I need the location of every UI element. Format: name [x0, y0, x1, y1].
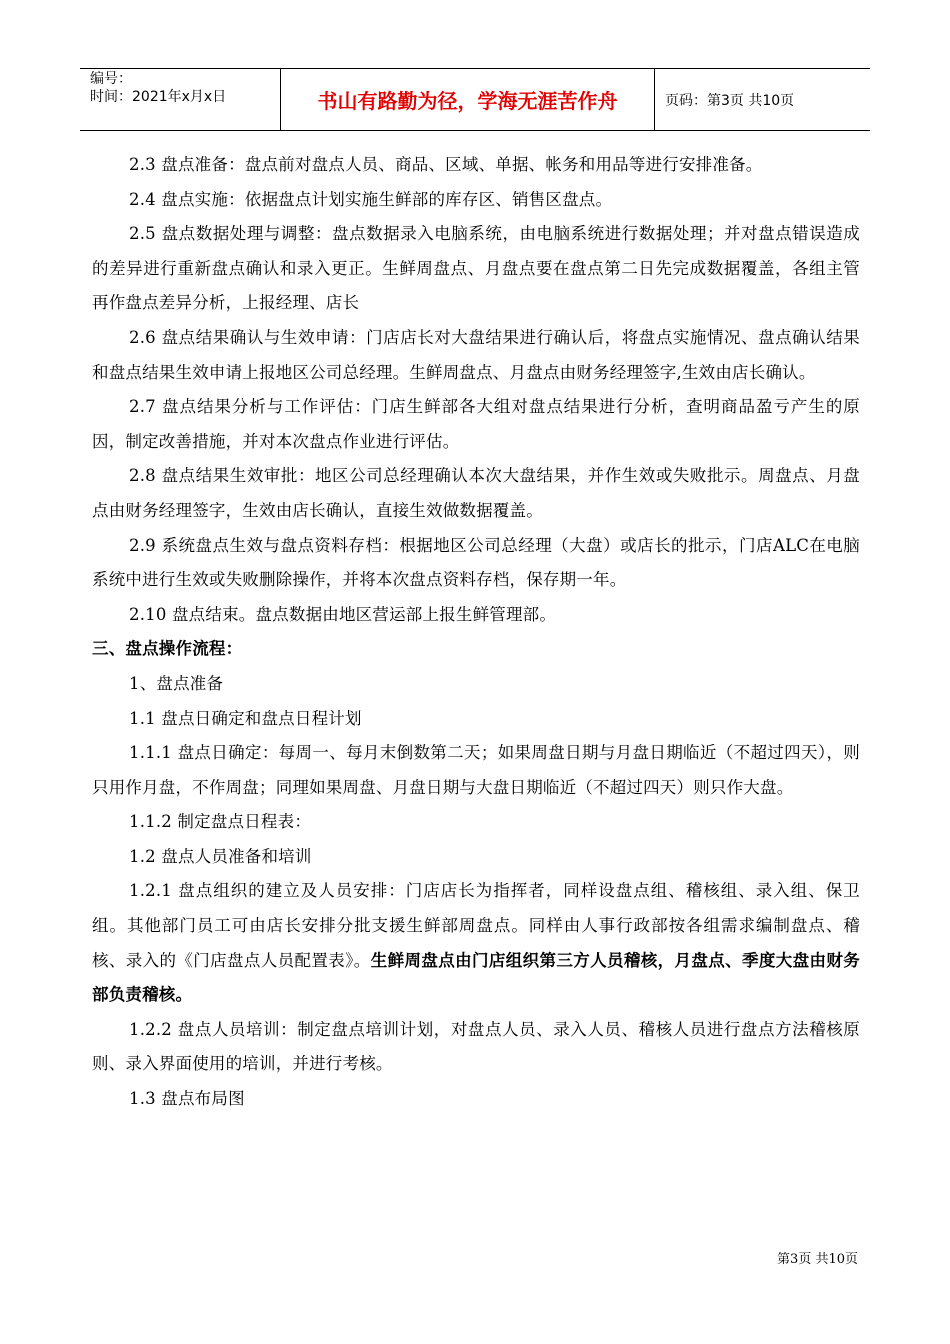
page-header: [80, 68, 870, 131]
subsection-1-3: 1.3 盘点布局图: [129, 1089, 245, 1109]
paragraph-2-9: 2.9 系统盘点生效与盘点资料存档：根据地区公司总经理（大盘）或店长的批示，门店ALC在电脑系统中进行生效或失败删除操作，并将本次盘点资料存档，保存期一年。: [92, 535, 860, 590]
header-motto: 书山有路勤为径，学海无涯苦作舟: [281, 69, 655, 130]
document-time: 时间：2021年x月x日: [90, 89, 227, 105]
paragraph-1-2-1-text: 1.2.1 盘点组织的建立及人员安排：门店店长为指挥者，同样设盘点组、稽核组、录入组、保卫组。其他部门员工可由店长安排分批支援生鲜部周盘点。同样由人事行政部按各组需求编制盘点、稽核、录入的《门店盘点人员配置表》。: [92, 881, 860, 970]
page-footer: 第3页 共10页: [777, 1252, 858, 1267]
paragraph-2-7: 2.7 盘点结果分析与工作评估：门店生鲜部各大组对盘点结果进行分析，查明商品盈亏产生的原因，制定改善措施，并对本次盘点作业进行评估。: [92, 397, 860, 451]
document-body: [92, 148, 860, 1117]
subsection-1: 1、盘点准备: [129, 673, 224, 693]
paragraph-1-1-1: 1.1.1 盘点日确定：每周一、每月末倒数第二天；如果周盘日期与月盘日期临近（不超过四天），则只用作月盘，不作周盘；同理如果周盘、月盘日期与大盘日期临近（不超过四天）则只作大盘。: [92, 743, 860, 797]
section-heading-3: 三、盘点操作流程：: [92, 639, 243, 659]
paragraph-2-6: 2.6 盘点结果确认与生效申请：门店店长对大盘结果进行确认后，将盘点实施情况、盘点确认结果和盘点结果生效申请上报地区公司总经理。生鲜周盘点、月盘点由财务经理签字,生效由店长确认。: [92, 327, 860, 382]
paragraph-1-2-1-bold: 生鲜周盘点由门店组织第三方人员稽核，月盘点、季度大盘由财务部负责稽核。: [92, 950, 860, 1005]
header-page-info: 页码：第3页 共10页: [665, 92, 795, 109]
paragraph-2-10: 2.10 盘点结束。盘点数据由地区营运部上报生鲜管理部。: [129, 604, 557, 624]
header-meta: [80, 69, 281, 130]
paragraph-1-1-2: 1.1.2 制定盘点日程表：: [129, 812, 312, 832]
paragraph-2-8: 2.8 盘点结果生效审批：地区公司总经理确认本次大盘结果，并作生效或失败批示。周盘点、月盘点由财务经理签字，生效由店长确认，直接生效做数据覆盖。: [92, 466, 860, 520]
subsection-1-1: 1.1 盘点日确定和盘点日程计划: [129, 708, 362, 728]
paragraph-1-2-1: [92, 874, 860, 1012]
paragraph-2-5: 2.5 盘点数据处理与调整：盘点数据录入电脑系统，由电脑系统进行数据处理；并对盘点错误造成的差异进行重新盘点确认和录入更正。生鲜周盘点、月盘点要在盘点第二日先完成数据覆盖，各组主管再作盘点差异分析，上报经理、店长: [92, 224, 860, 313]
paragraph-2-4: 2.4 盘点实施：依据盘点计划实施生鲜部的库存区、销售区盘点。: [129, 189, 613, 209]
paragraph-1-2-2: 1.2.2 盘点人员培训：制定盘点培训计划，对盘点人员、录入人员、稽核人员进行盘点方法稽核原则、录入界面使用的培训，并进行考核。: [92, 1019, 860, 1074]
document-number-label: 编号：: [90, 71, 132, 87]
subsection-1-2: 1.2 盘点人员准备和培训: [129, 846, 312, 866]
paragraph-2-3: 2.3 盘点准备：盘点前对盘点人员、商品、区域、单据、帐务和用品等进行安排准备。: [129, 155, 763, 174]
